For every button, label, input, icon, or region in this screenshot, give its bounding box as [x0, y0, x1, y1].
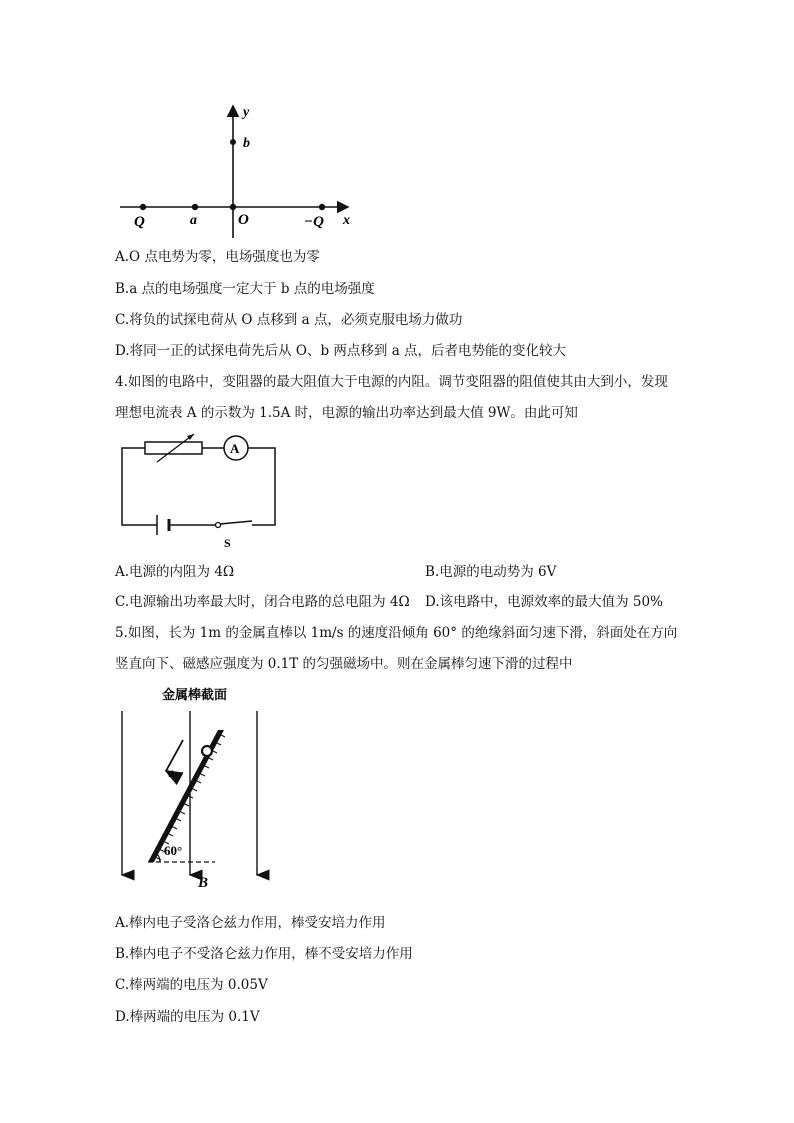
switch-lever — [220, 521, 252, 524]
rod-cross-section — [202, 746, 212, 756]
point-a — [192, 204, 198, 210]
q3-option-d: D.将同一正的试探电荷先后从 O、b 两点移到 a 点，后者电势能的变化较大 — [115, 343, 567, 359]
q4-option-d: D.该电路中，电源效率的最大值为 50% — [425, 594, 663, 610]
rheostat — [145, 442, 202, 454]
q4-option-b: B.电源的电动势为 6V — [425, 564, 557, 580]
q5-option-d: D.棒两端的电压为 0.1V — [115, 1009, 260, 1025]
switch-label: S — [224, 536, 231, 550]
y-axis-label: y — [243, 105, 250, 120]
q5-option-a: A.棒内电子受洛仑兹力作用，棒受安培力作用 — [115, 915, 386, 931]
q3-option-c: C.将负的试探电荷从 O 点移到 a 点，必须克服电场力做功 — [115, 312, 463, 328]
figure-title: 金属棒截面 — [162, 687, 228, 702]
point-a-label: a — [190, 213, 197, 228]
q3-option-b: B.a 点的电场强度一定大于 b 点的电场强度 — [115, 281, 375, 297]
q5-option-c: C.棒两端的电压为 0.05V — [115, 977, 268, 993]
q3-option-a: A.O 点电势为零，电场强度也为零 — [115, 249, 320, 265]
q5-stem-line2: 竖直向下、磁感应强度为 0.1T 的匀强磁场中。则在金属棒匀速下滑的过程中 — [115, 656, 573, 672]
circuit-wire-right — [248, 448, 275, 525]
charge-left-dot — [140, 204, 146, 210]
q5-option-b: B.棒内电子不受洛仑兹力作用，棒不受安培力作用 — [115, 946, 413, 962]
q4-stem-line2: 理想电流表 A 的示数为 1.5A 时，电源的输出功率达到最大值 9W。由此可知 — [115, 405, 578, 421]
charge-right-label: −Q — [304, 214, 324, 230]
charge-left-label: Q — [134, 214, 145, 230]
q4-option-c: C.电源输出功率最大时，闭合电路的总电阻为 4Ω — [115, 594, 410, 610]
q4-stem-line1: 4.如图的电路中，变阻器的最大阻值大于电源的内阻。调节变阻器的阻值使其由大到小，发现 — [115, 374, 668, 390]
q4-option-a: A.电源的内阻为 4Ω — [115, 564, 235, 580]
point-b — [230, 139, 236, 145]
x-axis-label: x — [343, 213, 350, 228]
ammeter-label: A — [230, 441, 240, 456]
q5-stem-line1: 5.如图，长为 1m 的金属直棒以 1m/s 的速度沿倾角 60° 的绝缘斜面匀速下滑，斜面处在方向 — [115, 625, 678, 641]
switch-contact — [216, 523, 221, 528]
field-label: B — [198, 875, 209, 891]
charge-axis-figure — [110, 100, 370, 245]
circuit-figure — [112, 430, 287, 552]
circuit-wire — [122, 448, 157, 525]
origin-label: O — [238, 212, 249, 228]
velocity-label: v — [167, 766, 174, 781]
angle-label: 60° — [164, 843, 183, 858]
point-b-label: b — [243, 136, 250, 151]
origin-dot — [230, 204, 236, 210]
charge-right-dot — [319, 204, 325, 210]
incline-rod-figure — [110, 685, 275, 893]
